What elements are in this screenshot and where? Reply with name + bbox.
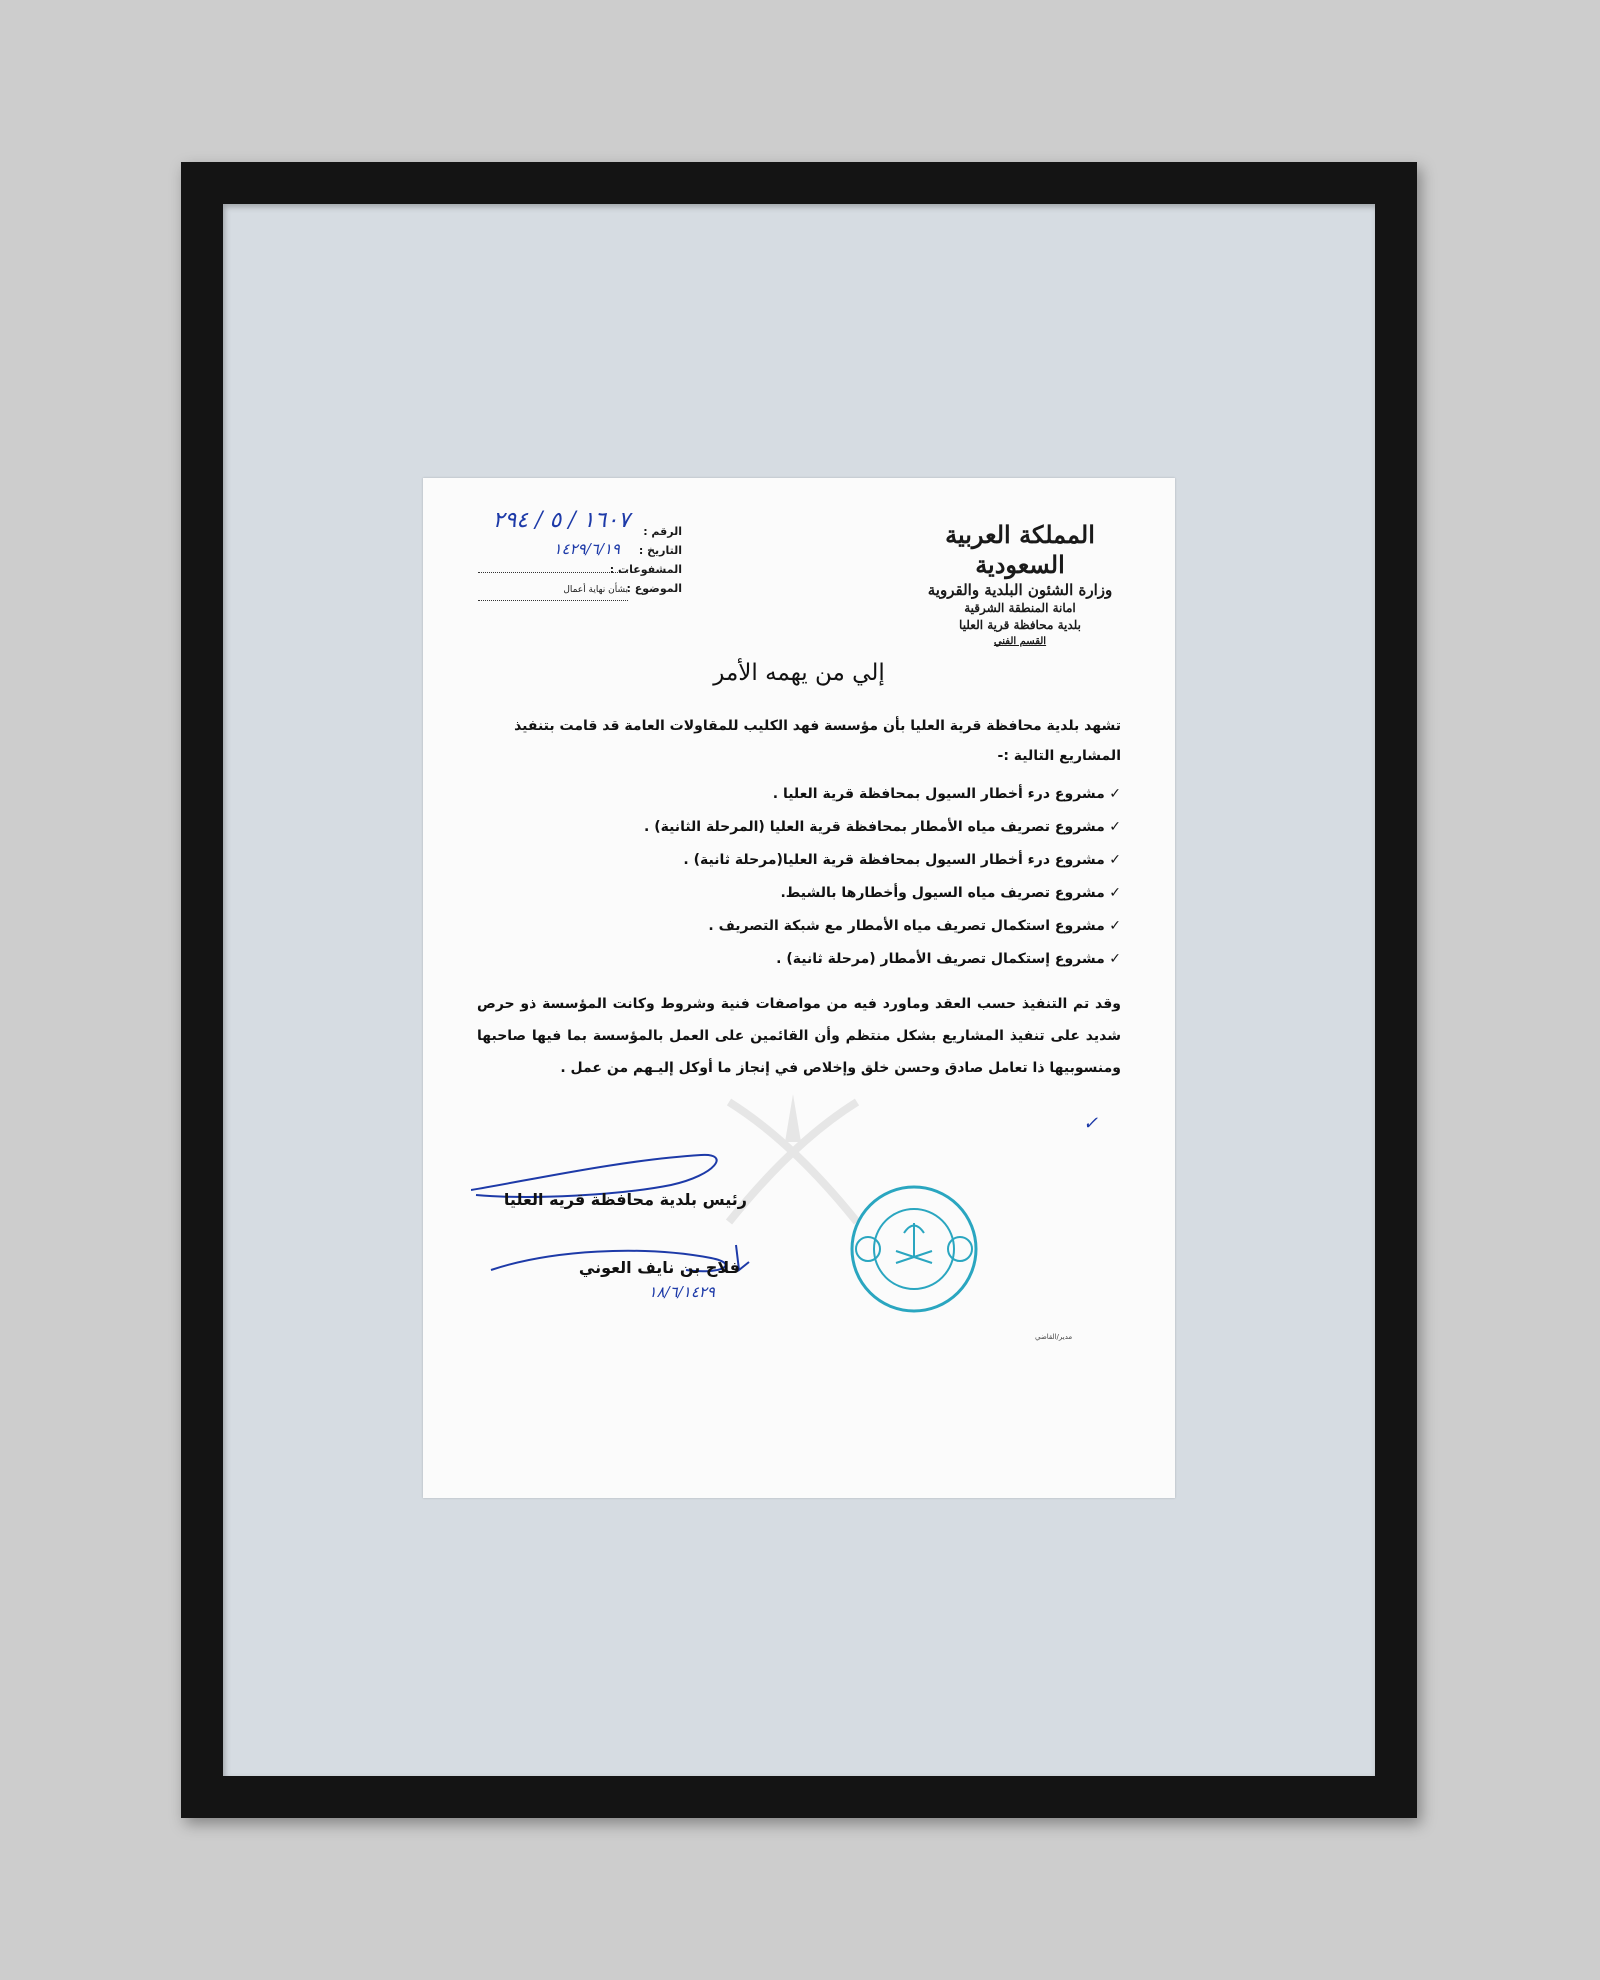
subject-label: الموضوع : <box>626 582 682 595</box>
list-item: ✓ مشروع تصريف مياه السيول وأخطارها بالشيط. <box>543 877 1121 910</box>
reference-number: ١٦٠٧ / ٥ / ٢٩٤ <box>492 508 630 533</box>
signature-date: ١٨/٦/١٤٢٩ <box>648 1283 715 1301</box>
list-item: ✓ مشروع إستكمال تصريف الأمطار (مرحلة ثانية) . <box>543 943 1121 976</box>
list-item: ✓ مشروع تصريف مياه الأمطار بمحافظة قرية العليا (المرحلة الثانية) . <box>543 811 1121 844</box>
projects-list <box>543 778 1121 976</box>
letterhead-department: القسم الفني <box>993 636 1047 647</box>
official-stamp <box>848 1183 980 1315</box>
date-label: التاريخ : <box>638 544 682 557</box>
number-label: الرقم : <box>643 525 682 538</box>
document-page <box>423 478 1175 1498</box>
letterhead-ministry: وزارة الشئون البلدية والقروية <box>927 581 1113 599</box>
closing-paragraph: وقد تم التنفيذ حسب العقد وماورد فيه من مواصفات فنية وشروط وكانت المؤسسة ذو حرص شديد على تنفيذ المشاريع بشكل منتظم وأن القائمين على العمل بالمؤسسة بما فيها صاحبها ومنسوبيها ذا تعامل صادق وحسن خلق وإخلاص في إنجاز ما أوكل إليـهم من عمل . <box>477 996 1121 1076</box>
letter-title: إلي من يهمه الأمر <box>713 660 885 686</box>
letterhead-municipality: بلدية محافظة قرية العليا <box>959 618 1081 632</box>
subject-value: بشأن نهاية أعمال <box>478 581 628 601</box>
reference-date: ١٤٢٩/٦/١٩ <box>553 540 620 558</box>
intro-paragraph: تشهد بلدية محافظة قرية العليا بأن مؤسسة فهد الكليب للمقاولات العامة قد قامت بتنفيذ المشاريع التالية :- <box>514 718 1121 764</box>
letterhead <box>905 520 1135 650</box>
letterhead-kingdom: المملكة العربية السعودية <box>945 520 1095 579</box>
footer-note: مدير/القاضي <box>1035 1333 1073 1341</box>
handwritten-initial: ✓ <box>1083 1113 1099 1134</box>
list-item: ✓ مشروع درء أخطار السيول بمحافظة قرية العليا(مرحلة ثانية) . <box>543 844 1121 877</box>
letterhead-region: امانة المنطقة الشرقية <box>964 601 1076 615</box>
signatory-name: فلاح بن نايف العوني <box>578 1258 740 1277</box>
attachments-label: المشفوعات : <box>609 563 682 576</box>
list-item: ✓ مشروع درء أخطار السيول بمحافظة قرية العليا . <box>543 778 1121 811</box>
attachments-value <box>478 572 628 573</box>
reference-block <box>462 522 682 598</box>
list-item: ✓ مشروع استكمال تصريف مياه الأمطار مع شبكة التصريف . <box>543 910 1121 943</box>
signatory-title: رئيس بلدية محافظة قريه العليا <box>503 1190 747 1209</box>
